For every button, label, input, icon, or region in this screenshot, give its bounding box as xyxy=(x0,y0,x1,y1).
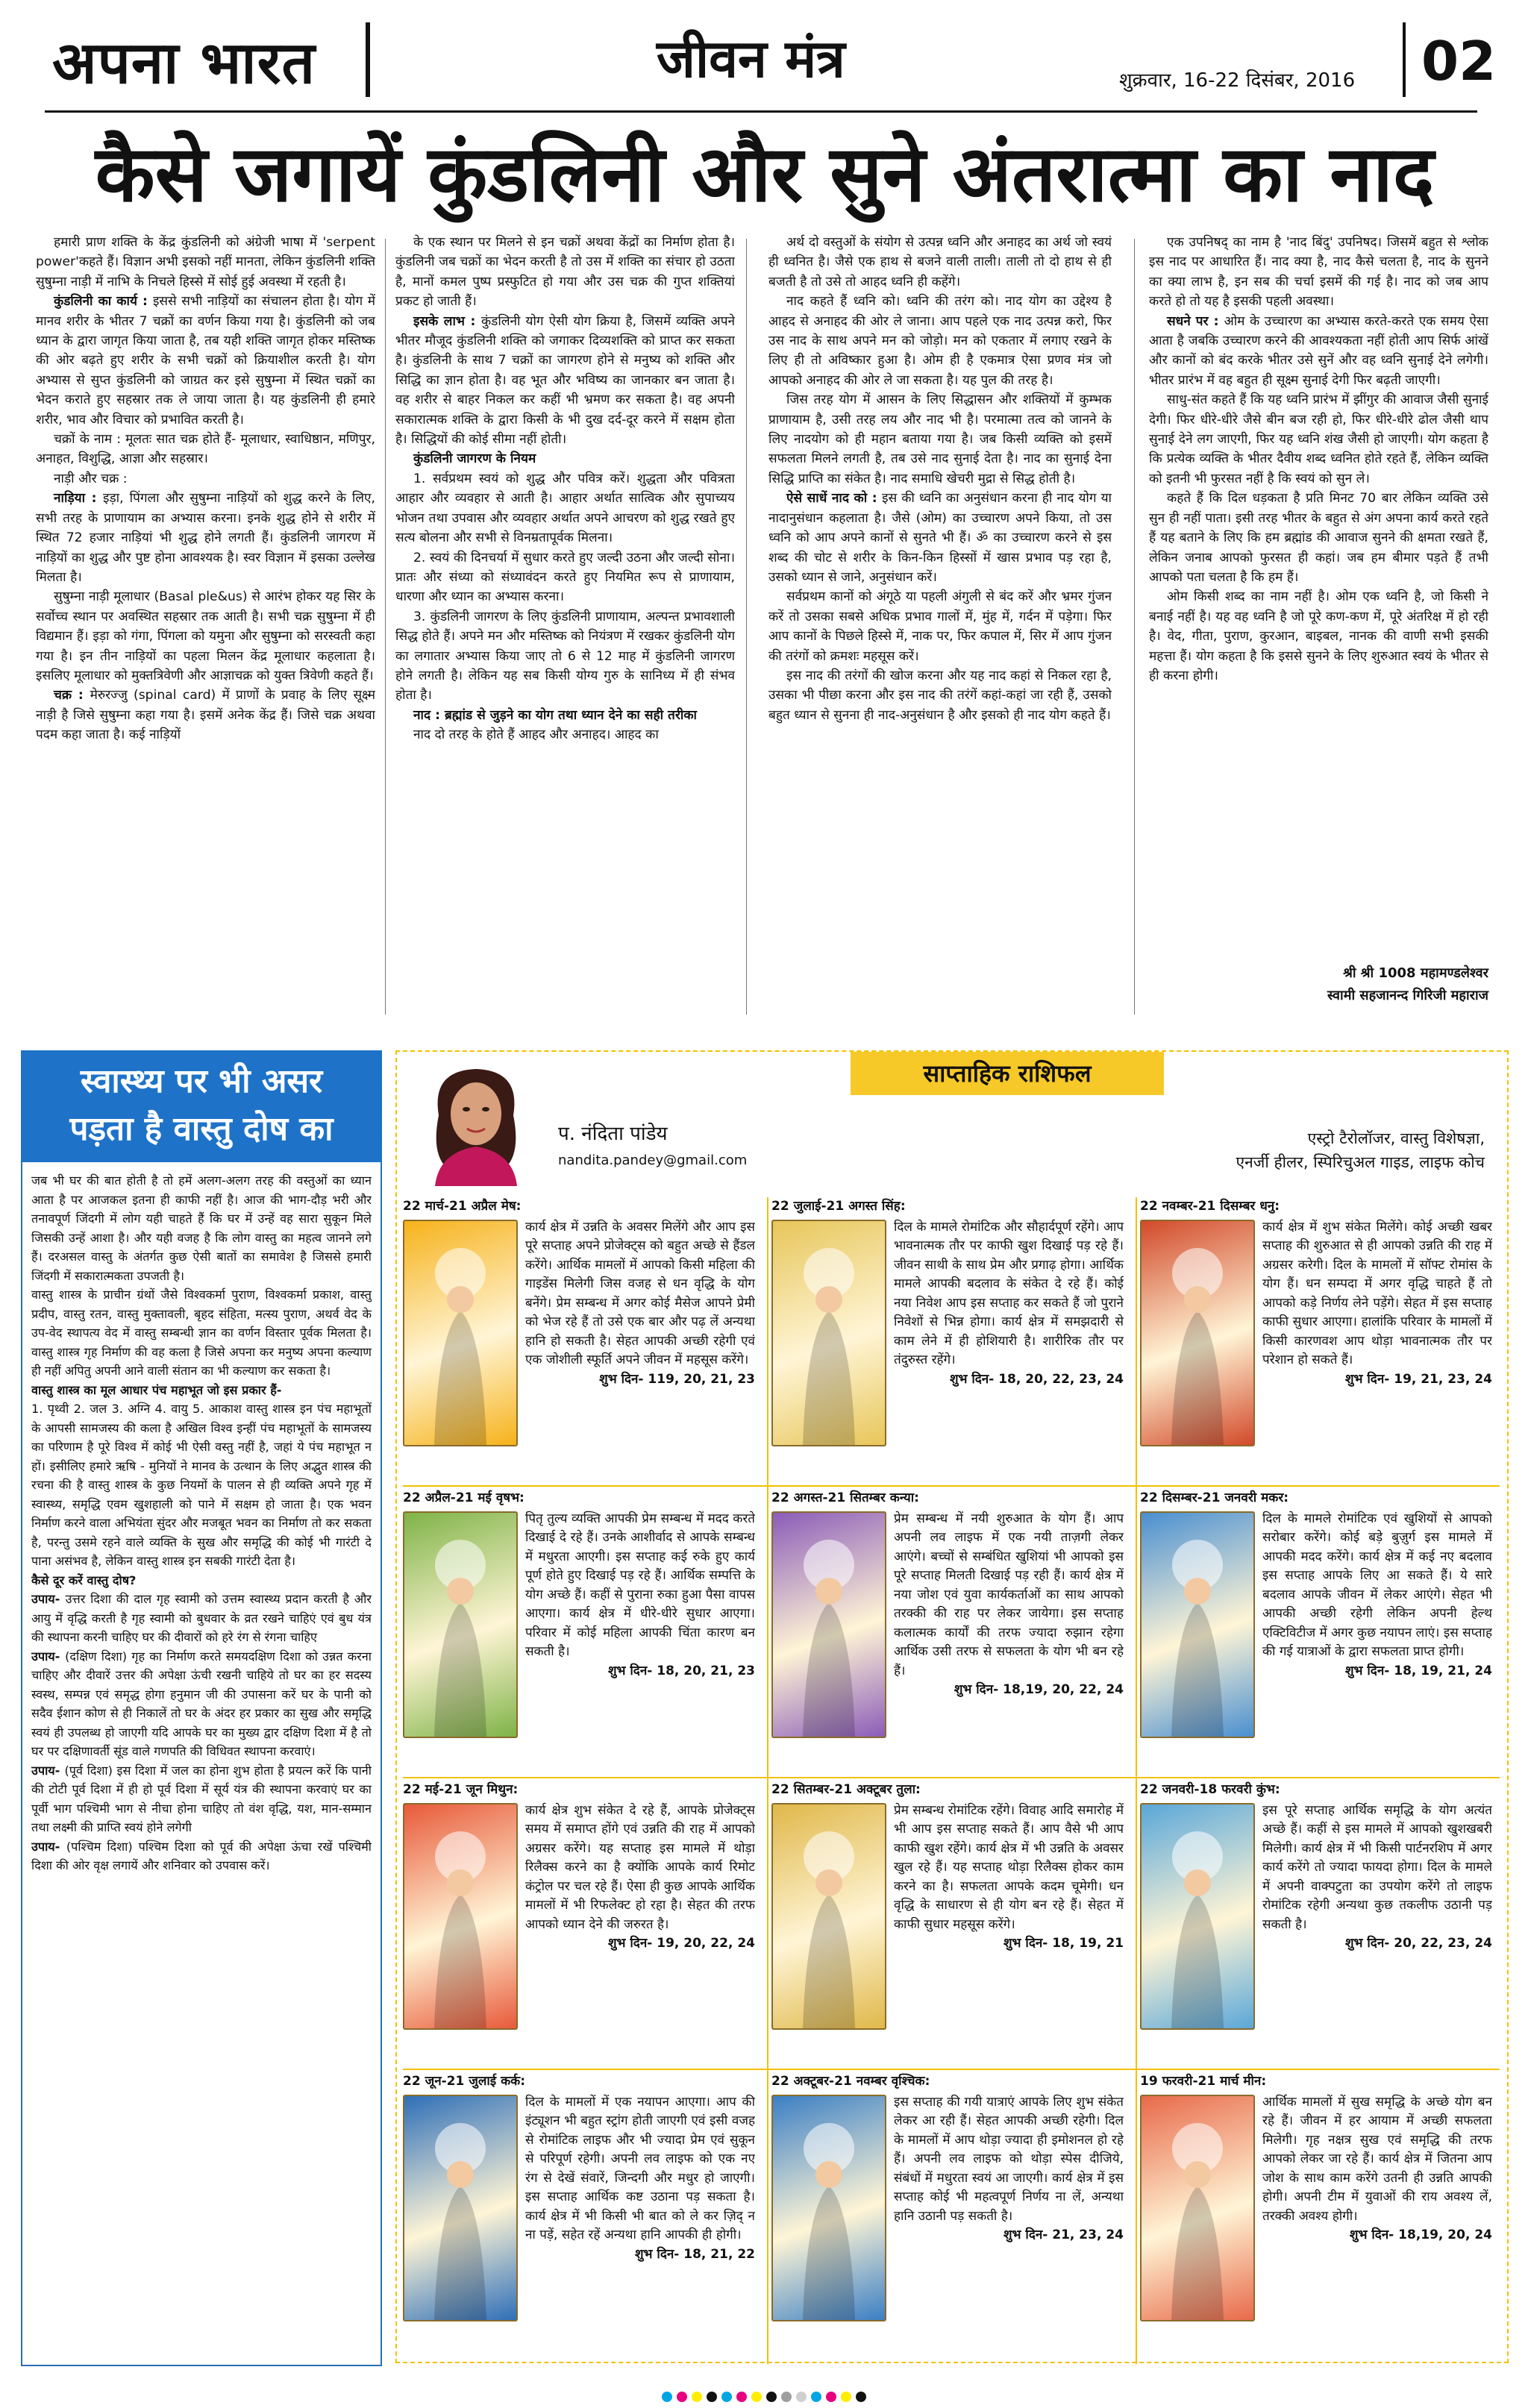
paragraph-heading: उपाय- xyxy=(31,1763,65,1778)
paragraph-text: इड़ा, पिंगला और सुषुम्ना नाड़ियों को शुद्ध करने के लिए, सभी तरह के प्राणायाम का अभ्यास करना। इनके शुद्ध होने से शरीर में स्थित 72 हजार नाड़ियां भी शुद्ध होने लगती हैं। कुंडलिनी जागरण में नाड़ियों का शुद्ध और पुष्ट होना आवश्यक है। स्वर विज्ञान में इसका उल्लेख मिलता है। xyxy=(36,491,375,585)
paragraph-text: इस नाद की तरंगों की खोज करना और यह नाद कहां से निकल रहा है, उसका भी पीछा करना और इस नाद की तरंगें कहां-कहां जा रही हैं, उसको बहुत ध्यान से सुनना ही नाद-अनुसंधान है और इसको ही नाद योग कहते हैं। xyxy=(768,668,1112,723)
auspicious-days: शुभ दिन- 19, 21, 23, 24 xyxy=(1344,1371,1492,1387)
paragraph-text: मेरुरज्जु (spinal card) में प्राणों के प्रवाह के लिए सूक्ष्म नाड़ी है जिसे सुषुम्ना कहा गया है। इसमें अनेक केंद्र हैं। जिसे चक्र अथवा पदम कहा जाता है। कई नाड़ियों xyxy=(36,688,375,743)
paragraph-heading: कुंडलिनी जागरण के नियम xyxy=(413,451,536,467)
article-column-3 xyxy=(768,233,1112,1009)
paragraph xyxy=(31,1761,372,1837)
registration-dot xyxy=(856,2392,866,2402)
paragraph xyxy=(31,1399,372,1571)
column-rule xyxy=(746,239,747,1015)
zodiac-prediction: कार्य क्षेत्र शुभ संकेत दे रहे हैं, आपके प्रोजेक्ट्स समय में समाप्त होंगे एवं उन्नति की राह में आपको अग्रसर करेंगे। यह सप्ताह इस मामले में थोड़ा रिलैक्स करने का है क्योंकि आपके कार्य रिमोट कंट्रोल पर चल रहे हैं। ऐसा ही कुछ आपके आर्थिक मामलों में भी रिफलेक्ट हो रहा है। सेहत की तरफ आपको ध्यान देने की जरुरत है। xyxy=(525,1802,755,1932)
paragraph-text: वास्तु शास्त्र के प्राचीन ग्रंथों जैसे विश्वकर्मा पुराण, विश्वकर्मा प्रकाश, वास्तु प्रदीप, वास्तु रतन, वास्तु मुक्तावली, बृहद संहिता, मत्स्य पुराण, अथर्व वेद के उप-वेद स्थापत्य वेद में वास्तु सम्बन्धी ज्ञान का वर्णन विस्तार पूर्वक मिलता है। वास्तु शास्त्र गृह निर्माण की वह कला है जिसे अपना कर मनुष्य अपना कल्याण ही नहीं अपितु अपनी आने वाली संतान का भी कल्याण कर सकता है। xyxy=(31,1288,372,1378)
astrologer-name: प. नंदिता पांडेय xyxy=(558,1123,668,1145)
zodiac-sign-block xyxy=(1140,2072,1492,2352)
zodiac-date-range: 22 मई-21 जून xyxy=(403,1782,487,1797)
auspicious-days: शुभ दिन- 19, 20, 22, 24 xyxy=(607,1936,755,1951)
zodiac-sign-block xyxy=(1140,1489,1492,1769)
paragraph-text: (पश्चिम दिशा) पश्चिम दिशा को पूर्व की अपेक्षा ऊंचा रखें पश्चिमी दिशा की ओर वृक्ष लगायें और शनिवार को उपवास करें। xyxy=(31,1839,372,1872)
paragraph xyxy=(768,666,1112,725)
paragraph xyxy=(31,1647,372,1761)
paragraph-text: जब भी घर की बात होती है तो हमें अलग-अलग तरह की वस्तुओं का ध्यान आता है पर आजकल इतना ही काफी नहीं है। आज की भाग-दौड़ भरी और तनावपूर्ण जिंदगी में लोग यही चाहते हैं कि घर में उन्हें वह सारा सुकून मिले जिसकी उन्हें आशा है। और यही वजह है कि लोग वास्तु का महत्व जानने लगे हैं। दरअसल वास्तु के अंतर्गत कुछ ऐसी बातों का समावेश है जिससे हमारी जिंदगी में सकारात्मकता उपजती है। xyxy=(31,1173,372,1283)
registration-dot xyxy=(781,2392,792,2402)
paragraph xyxy=(395,469,735,548)
paragraph-heading: चक्र : xyxy=(54,688,90,703)
registration-dot xyxy=(692,2392,702,2402)
zodiac-date-range: 22 नवम्बर-21 दिसम्बर xyxy=(1140,1199,1260,1214)
tarot-card-illustration xyxy=(403,1220,518,1446)
zodiac-date-range: 22 अप्रैल-21 मई xyxy=(403,1490,496,1505)
author-name: स्वामी सहजानन्द गिरिजी महाराज xyxy=(1327,988,1488,1003)
tarot-card-illustration xyxy=(771,2095,886,2321)
zodiac-header xyxy=(1140,1489,1492,1508)
masthead-rule xyxy=(45,110,1477,113)
paragraph-text: ओम के उच्चारण का अभ्यास करते-करते एक समय ऐसा आता है जबकि उच्चारण करने की आवश्यकता नहीं होती आप सिर्फ आंखें और कानों को बंद करके भीतर उसे सुनें और वह ध्वनि सुनाई देने लगेगी। भीतर प्रारंभ में वह बहुत ही सूक्ष्म सुनाई देगी फिर बढ़ती जाएगी। xyxy=(1149,313,1488,388)
paragraph xyxy=(36,233,375,292)
paragraph-text: नाद कहते हैं ध्वनि को। ध्वनि की तरंग को। नाद योग का उद्देश्य है आहद से अनाहद की ओर ले जाना। आप पहले एक नाद उत्पन्न करो, फिर उस नाद के साथ अपने मन को जोड़ो। मन को एकतार में लगाए रखने के लिए ही तो अविष्कार हुआ है। ओम ही है एकमात्र ऐसा प्रणव मंत्र जो आपको अनाहद की ओर ले जा सकता है। यह पुल की तरह है। xyxy=(768,294,1112,388)
tarot-card-illustration xyxy=(771,1803,886,2030)
zodiac-date-range: 22 अक्टूबर-21 नवम्बर xyxy=(771,2074,892,2089)
paragraph xyxy=(31,1571,372,1590)
zodiac-sign-name: तुला: xyxy=(896,1782,921,1797)
grid-divider xyxy=(403,1777,1500,1778)
paragraph-text: कुंडलिनी योग ऐसी योग क्रिया है, जिसमें व्यक्ति अपने भीतर मौजूद कुंडलिनी शक्ति को जगाकर दिव्यशक्ति को प्राप्त कर सकता है। कुंडलिनी के साथ 7 चक्रों का जागरण होने से मनुष्य को शक्ति और सिद्धि का ज्ञान होता है। वह भूत और भविष्य का जानकार बन जाता है। वह शरीर से बाहर निकल कर कहीं भी भ्रमण कर सकता है। वह अपनी सकारात्मक शक्ति के द्वारा किसी के भी दुख दर्द-दूर करने में सक्षम होता है। सिद्धियों की कोई सीमा नहीं होती। xyxy=(395,313,735,448)
paragraph-text: उत्तर दिशा की दाल गृह स्वामी को उत्तम स्वास्थ्य प्रदान करती है और आयु में वृद्धि करती है गृह स्वामी को बुधवार के व्रत रखने चाहिएं एवं बुध यंत्र की स्थापना करनी चाहिए घर की दीवारों को हरे रंग से रंगना चाहिए xyxy=(31,1592,372,1644)
zodiac-sign-name: मिथुन: xyxy=(486,1782,519,1797)
paragraph xyxy=(36,292,375,430)
paragraph xyxy=(395,233,735,312)
zodiac-sign-block xyxy=(771,2072,1124,2352)
paragraph-text: इस की ध्वनि का अनुसंधान करना ही नाद योग या नादानुसंधान कहलाता है। जैसे (ओम) का उच्चारण अपने किया, तो उस ध्वनि को आप अपने कानों से सुनते भी हैं। ॐ का उच्चारण करने से इस शब्द की चोट से शरीर के किन-किन हिस्सों में खास प्रभाव पड़ रहा है, उसको ध्यान से जाने, अनुसंधान करें। xyxy=(768,491,1112,585)
zodiac-date-range: 22 दिसम्बर-21 जनवरी xyxy=(1140,1490,1262,1505)
paragraph xyxy=(31,1590,372,1647)
rashifal-title: साप्ताहिक राशिफल xyxy=(851,1052,1164,1095)
zodiac-date-range: 22 जुलाई-21 अगस्त xyxy=(771,1199,882,1214)
tarot-card-illustration xyxy=(403,1803,518,2030)
paragraph-text: अर्थ दो वस्तुओं के संयोग से उत्पन्न ध्वनि और अनाहद का अर्थ जो स्वयं ही ध्वनित है। जैसे एक हाथ से बजने वाली ताली। ताली तो दो हाथ से ही बजती है तो उसे तो आहद ध्वनि ही कहेंगे। xyxy=(768,235,1112,289)
paragraph xyxy=(768,233,1112,292)
astrologer-photo xyxy=(409,1056,543,1186)
zodiac-date-range: 22 जनवरी-18 फरवरी xyxy=(1140,1782,1256,1797)
paragraph xyxy=(1149,489,1488,587)
zodiac-sign-block xyxy=(771,1197,1124,1477)
zodiac-sign-name: वृश्चिक: xyxy=(891,2074,930,2089)
astrologer-credentials xyxy=(933,1126,1485,1174)
paragraph xyxy=(36,489,375,587)
registration-dot xyxy=(811,2392,821,2402)
paragraph xyxy=(395,449,735,468)
tarot-card-illustration xyxy=(771,1220,886,1446)
vastu-title-line1: स्वास्थ्य पर भी असर xyxy=(80,1062,323,1100)
tarot-card-illustration xyxy=(1140,2095,1255,2321)
paragraph-heading: वास्तु शास्त्र का मूल आधार पंच महाभूत जो इस प्रकार हैं- xyxy=(31,1382,282,1397)
author-title: श्री श्री 1008 महामण्डलेश्वर xyxy=(1343,965,1488,981)
zodiac-prediction: प्रेम सम्बन्ध में नयी शुरुआत के योग हैं। आप अपनी लव लाइफ में एक नयी ताज़गी लेकर आएंगे। बच्चों से सम्बंधित खुशियां भी आपको इस पूरे सप्ताह मिलती दिखाई पड़ रही हैं। कार्य क्षेत्र में नया जोश एवं युवा कार्यकर्ताओं का साथ आपको तरक्की की राह पर लेकर जायेगा। इस सप्ताह कलात्मक कार्यों की तरफ ज्यादा रुझान रहेगा आर्थिक उसी तरफ से सफलता के योग भी बन रहे हैं। xyxy=(894,1511,1124,1678)
issue-date: शुक्रवार, 16-22 दिसंबर, 2016 xyxy=(1119,69,1356,92)
paragraph-heading: उपाय- xyxy=(31,1649,66,1664)
paragraph xyxy=(31,1285,372,1381)
auspicious-days: शुभ दिन- 18, 20, 22, 23, 24 xyxy=(949,1371,1124,1387)
paragraph-heading: नाद : ब्रह्मांड से जुड़ने का योग तथा ध्यान देने का सही तरीका xyxy=(413,707,697,723)
grid-divider xyxy=(1136,1197,1137,2364)
paragraph xyxy=(395,706,735,725)
auspicious-days: शुभ दिन- 18, 19, 21 xyxy=(1003,1936,1124,1951)
zodiac-date-range: 19 फरवरी-21 मार्च xyxy=(1140,2074,1244,2089)
paragraph-text: नाड़ी और चक्र : xyxy=(54,471,128,486)
paragraph xyxy=(31,1171,372,1285)
credentials-line2: एनर्जी हीलर, स्पिरिचुअल गाइड, लाइफ कोच xyxy=(1236,1153,1485,1171)
page-number-divider xyxy=(1403,22,1406,97)
paragraph-heading: ऐसे साधें नाद को : xyxy=(786,491,883,507)
paragraph-text: 1. सर्वप्रथम स्वयं को शुद्ध और पवित्र करें। शुद्धता और पवित्रता आहार और व्यवहार से आती है। आहार अर्थात सात्विक और सुपाच्यय भोजन तथा उपवास और व्यवहार अर्थात अपने आचरण को शुद्ध रखते हुए सत्य बोलना और सभी से विनम्रतापूर्वक मिलना। xyxy=(395,471,735,546)
zodiac-prediction: दिल के मामले रोमांटिक और सौहार्दपूर्ण रहेंगे। आप भावनात्मक तौर पर काफी खुश दिखाई पड़ रहे हैं। जीवन साथी के साथ प्रेम और प्रगाढ़ होगा। आर्थिक मामले आपकी बदलाव के संकेत दे रहे हैं। कोई नया निवेश आप इस सप्ताह कर सकते हैं जो पुराने निवेशों से भिन्न होगा। कार्य क्षेत्र में समझदारी से काम लेने में ही होशियारी है। शारीरिक तौर पर तंदुरुस्त रहेंगे। xyxy=(894,1219,1124,1367)
paragraph-heading: कैसे दूर करें वास्तु दोष? xyxy=(31,1573,137,1587)
registration-dot xyxy=(707,2392,717,2402)
zodiac-sign-block xyxy=(1140,1197,1492,1477)
zodiac-date-range: 22 जून-21 जुलाई xyxy=(403,2074,501,2089)
zodiac-header xyxy=(1140,2072,1492,2092)
paragraph xyxy=(395,548,735,607)
zodiac-sign-name: मीन: xyxy=(1243,2074,1267,2089)
zodiac-sign-name: कर्क: xyxy=(501,2074,525,2089)
zodiac-prediction: इस पूरे सप्ताह आर्थिक समृद्धि के योग अत्यंत अच्छे हैं। कहीं से इस मामले में आपको खुशखबरी मिलेगी। कार्य क्षेत्र में भी किसी पार्टनरशिप में अगर कार्य करेंगे तो ज्यादा फायदा होगा। दिल के मामले में अपनी वाक्पटुता का उपयोग करेंगे तो लाइफ रोमांटिक रहेगी अन्यथा कुछ तकलीफ उठानी पड़ सकती है। xyxy=(1262,1802,1492,1932)
paragraph-text: इससे सभी नाड़ियों का संचालन होता है। योग में मानव शरीर के भीतर 7 चक्रों का वर्णन किया गया है। कुंडलिनी को जब ध्यान के द्वारा जागृत किया जाता है, तब यही शक्ति जागृत होकर मस्तिष्क की ओर बढ़ते हुए शरीर के सभी चक्रों को क्रियाशील करती है। योग अभ्यास से सुप्त कुंडलिनी को जाग्रत कर इसे सुषुम्ना में स्थित चक्रों का भेदन कराते हुए सहस्रार तक ले जाया जाता है। यह कुंडलिनी ही हमारे शरीर, भाव और विचार को प्रभावित करती है। xyxy=(36,294,375,427)
article-column-2 xyxy=(395,233,735,1009)
print-color-marks xyxy=(0,2391,1528,2406)
newspaper-logo: अपना भारत xyxy=(52,29,316,97)
zodiac-header xyxy=(1140,1197,1492,1217)
paragraph-text: 2. स्वयं की दिनचर्या में सुधार करते हुए जल्दी उठना और जल्दी सोना। प्रातः और संध्या को संध्यावंदन करते हुए नियमित रूप से प्राणायाम, धारणा और ध्यान का अभ्यास करना। xyxy=(395,550,735,605)
tarot-card-illustration xyxy=(771,1511,886,1738)
registration-dot xyxy=(766,2392,777,2402)
paragraph xyxy=(768,587,1112,666)
column-rule xyxy=(1134,239,1135,1015)
paragraph-text: साधु-संत कहते हैं कि यह ध्वनि प्रारंभ में झींगुर की आवाज जैसी सुनाई देगी। फिर धीरे-धीरे जैसे बीन बज रही हो, फिर धीरे-धीरे ढोल जैसी थाप सुनाई देने लग जाएगी, फिर यह ध्वनि शंख जैसी हो जाएगी। योग कहता है कि प्रत्येक व्यक्ति के भीतर दैवीय शब्द ध्वनित होते रहते हैं, लेकिन व्यक्ति को इतनी भी फुरसत नहीं है कि स्वयं को सुन ले। xyxy=(1149,392,1488,486)
paragraph xyxy=(31,1837,372,1875)
grid-divider xyxy=(403,1485,1500,1487)
astrologer-email[interactable]: nandita.pandey@gmail.com xyxy=(558,1153,748,1168)
registration-dot xyxy=(662,2392,672,2402)
paragraph xyxy=(1149,233,1488,312)
zodiac-header xyxy=(403,2072,755,2092)
zodiac-prediction: पितृ तुल्य व्यक्ति आपकी प्रेम सम्बन्ध में मदद करते दिखाई दे रहे हैं। उनके आशीर्वाद से आपके सम्बन्ध में मधुरता आएगी। इस सप्ताह कई रुके हुए कार्य पूर्ण होते हुए दिखाई पड़ रहे हैं। आर्थिक सम्पत्ति के योग अच्छे हैं। कहीं से पुराना रुका हुआ पैसा वापस आएगा। कार्य क्षेत्र में धीरे-धीरे सुधार आएगा। परिवार में कोई महिला आपकी चिंता कारण बन सकती है। xyxy=(525,1511,755,1659)
zodiac-sign-name: धनु: xyxy=(1259,1199,1280,1214)
zodiac-header xyxy=(771,1781,1124,1800)
zodiac-sign-block xyxy=(403,1197,755,1477)
paragraph xyxy=(1149,312,1488,391)
auspicious-days: शुभ दिन- 18,19, 20, 22, 24 xyxy=(954,1682,1124,1697)
vastu-body xyxy=(31,1171,372,2357)
paragraph xyxy=(1149,390,1488,489)
paragraph-text: सुषुम्ना नाड़ी मूलाधार (Basal ple&us) से आरंभ होकर यह सिर के सर्वोच्च स्थान पर अवस्थित सहस्रार तक आती है। सभी चक्र सुषुम्ना में ही विद्यमान हैं। इड़ा को गंगा, पिंगला को यमुना और सुषुम्ना को सरस्वती कहा गया है। इन तीन नाड़ियों का पहला मिलन केंद्र मूलाधार कहलाता है। इसलिए मूलाधार को मुक्तत्रिवेणी और आज्ञाचक्र को युक्त त्रिवेणी कहते हैं। xyxy=(36,589,375,683)
zodiac-prediction: आर्थिक मामलों में सुख समृद्धि के अच्छे योग बन रहे हैं। जीवन में हर आयाम में अच्छी सफलता मिलेगी। गृह नक्षत्र सुख एवं समृद्धि की तरफ आपको लेकर जा रहे हैं। कार्य क्षेत्र में जितना आप जोश के साथ काम करेंगे उतनी ही उन्नति आपकी होगी। अपनी टीम में युवाओं की राय अवश्य लें, तरक्की अवश्य होगी। xyxy=(1262,2094,1492,2224)
zodiac-sign-name: कन्या: xyxy=(889,1490,919,1505)
paragraph-text: (पूर्व दिशा) इस दिशा में जल का होना शुभ होता है प्रयत्न करें कि पानी की टोटी पूर्व दिशा में ही हो पूर्व दिशा में सूर्य यंत्र की स्थापना करवाएं घर का पूर्वी भाग पश्चिमी भाग से नीचा होना चाहिए तो वंश वृद्धि, यश, मान-सम्मान तथा लक्ष्मी की प्राप्ति स्वयं होने लगेगी xyxy=(31,1763,372,1834)
paragraph xyxy=(1149,587,1488,686)
zodiac-header xyxy=(403,1489,755,1508)
auspicious-days: शुभ दिन- 20, 22, 23, 24 xyxy=(1344,1936,1492,1951)
vastu-title-line2: पड़ता है वास्तु दोष का xyxy=(69,1110,334,1148)
paragraph-heading: नाड़िया : xyxy=(54,491,104,507)
grid-divider xyxy=(767,1197,768,2364)
zodiac-prediction: प्रेम सम्बन्ध रोमांटिक रहेंगे। विवाह आदि समारोह में भी आप इस सप्ताह सकते हैं। आप वैसे भी आप काफी खुश रहेंगे। कार्य क्षेत्र में भी उन्नति के अवसर खुल रहे हैं। यह सप्ताह थोड़ा रिलैक्स होकर काम करने का है। सफलता आपके कदम चूमेगी। धन वृद्धि के साधारण से ही योग बन रहे हैं। सेहत में काफी सुधार महसूस करेंगे। xyxy=(894,1802,1124,1932)
registration-dot xyxy=(736,2392,747,2402)
zodiac-sign-block xyxy=(1140,1781,1492,2060)
zodiac-sign-block xyxy=(403,1781,755,2060)
auspicious-days: शुभ दिन- 21, 23, 24 xyxy=(1003,2227,1124,2242)
article-column-1 xyxy=(36,233,375,1009)
zodiac-header xyxy=(771,1197,1124,1217)
registration-dot xyxy=(677,2392,687,2402)
paragraph xyxy=(395,725,735,744)
auspicious-days: शुभ दिन- 18, 19, 21, 24 xyxy=(1344,1663,1492,1678)
paragraph xyxy=(768,390,1112,489)
registration-dot xyxy=(721,2392,732,2402)
auspicious-days: शुभ दिन- 18, 20, 21, 23 xyxy=(607,1663,755,1678)
section-title: जीवन मंत्र xyxy=(657,28,845,90)
zodiac-header xyxy=(1140,1781,1492,1800)
paragraph-text: एक उपनिषद् का नाम है 'नाद बिंदु' उपनिषद। जिसमें बहुत से श्लोक इस नाद पर आधारित हैं। नाद क्या है, नाद कैसे चलता है, नाद के सुनने का क्या लाभ है, इन सब की चर्चा इसमें की गई है। नाद को जब आप करते हो तो यह है इसकी पहली अवस्था। xyxy=(1149,235,1488,310)
paragraph xyxy=(36,587,375,686)
zodiac-sign-name: वृषभ: xyxy=(495,1490,525,1505)
paragraph xyxy=(395,312,735,450)
page-number: 02 xyxy=(1421,30,1497,93)
zodiac-sign-name: मेष: xyxy=(501,1199,522,1214)
paragraph xyxy=(768,292,1112,390)
zodiac-sign-name: मकर: xyxy=(1261,1490,1289,1505)
registration-dot xyxy=(796,2392,807,2402)
zodiac-sign-block xyxy=(771,1781,1124,2060)
article-column-4 xyxy=(1149,233,1488,956)
zodiac-sign-block xyxy=(403,1489,755,1769)
zodiac-prediction: इस सप्ताह की गयी यात्राएं आपके लिए शुभ संकेत लेकर आ रही हैं। सेहत आपकी अच्छी रहेगी। दिल के मामलों में आप थोड़ा ज्यादा ही इमोशनल हो रहे हैं। अपनी लव लाइफ को थोड़ा स्पेस दीजिये, संबंधों में मधुरता स्वयं आ जाएगी। कार्य क्षेत्र में इस सप्ताह कोई भी महत्वपूर्ण निर्णय ना लें, अन्यथा हानि उठानी पड़ सकती है। xyxy=(894,2094,1124,2224)
paragraph-text: 1. पृथ्वी 2. जल 3. अग्नि 4. वायु 5. आकाश वास्तु शास्त्र इन पंच महाभूतों के आपसी सामजस्य की कला है अखिल विश्व इन्हीं पंच महाभूतों के सामजस्य का परिणाम है पूरे विश्व में कोई भी ऐसी वस्तु नहीं है, जहां ये पंच महाभूत न हों। इसीलिए हमारे ऋषि - मुनियों ने मानव के उत्थान के लिए अद्भुत शास्त्र की रचना की है वास्तु शास्त्र के कुछ नियमों के पालन से ही व्यक्ति अपने गृह में स्वास्थ्य, समृद्धि एवम खुशहाली को पाने में सक्षम हो जाता है। एक भवन निर्माण करने वाला अभियंता सुंदर और मजबूत भवन का निर्माण तो कर सकता है, परन्तु उसमे रहने वाले व्यक्ति के सुख और समृद्धि की कोई भी गारंटी दे पाना असंभव है, लेकिन वास्तु शास्त्र इन सबकी गारंटी देता है। xyxy=(31,1402,372,1568)
zodiac-header xyxy=(403,1781,755,1800)
zodiac-date-range: 22 अगस्त-21 सितम्बर xyxy=(771,1490,890,1505)
paragraph-text: ओम किसी शब्द का नाम नहीं है। ओम एक ध्वनि है, जो किसी ने बनाई नहीं है। यह वह ध्वनि है जो पूरे कण-कण में, पूरे अंतरिक्ष में हो रही है। वेद, गीता, पुराण, कुरआन, बाइबल, नानक की वाणी सभी इसकी महत्ता हैं। योग कहता है कि इससे सुनने के लिए शुरुआत स्वयं के भीतर से ही करना होगी। xyxy=(1149,589,1488,683)
tarot-card-illustration xyxy=(1140,1803,1255,2030)
paragraph-heading: इसके लाभ : xyxy=(413,313,481,329)
column-rule xyxy=(385,239,386,1015)
registration-dot xyxy=(751,2392,762,2402)
paragraph xyxy=(395,607,735,706)
paragraph-text: नाद दो तरह के होते हैं आहद और अनाहद। आहद का xyxy=(413,727,659,743)
tarot-card-illustration xyxy=(1140,1511,1255,1738)
zodiac-sign-name: सिंह: xyxy=(881,1199,906,1214)
paragraph xyxy=(36,430,375,469)
zodiac-prediction: कार्य क्षेत्र में शुभ संकेत मिलेंगे। कोई अच्छी खबर सप्ताह की शुरुआत से ही आपको उन्नति की राह में अग्रसर करेगी। दिल के मामलों में सॉफ्ट रोमांस के योग हैं। धन सम्पदा में अगर वृद्धि चाहते हैं तो आपको कड़े निर्णय लेने पड़ेंगे। सेहत में इस सप्ताह काफी सुधार आएगा। हालांकि परिवार के मामलों में किसी कारणवश आप थोड़ा भावनात्मक तौर पर परेशान हो सकते हैं। xyxy=(1262,1219,1492,1367)
zodiac-prediction: कार्य क्षेत्र में उन्नति के अवसर मिलेंगे और आप इस पूरे सप्ताह अपने प्रोजेक्ट्स को बहुत अच्छे से हैंडल करेंगे। आर्थिक मामलों में आपको किसी महिला की गाइडेंस मिलेगी जिस वजह से धन वृद्धि के योग बनेंगे। प्रेम सम्बन्ध में अगर कोई मैसेज आपने प्रेमी को भेज रहे हैं तो उसे एक बार और पढ़ लें अन्यथा हानि हो सकती है। सेहत आपकी अच्छी रहेगी एवं एक जोशीली स्फूर्ति अपने जीवन में महसूस करेंगे। xyxy=(525,1219,755,1367)
paragraph-text: सर्वप्रथम कानों को अंगूठे या पहली अंगुली से बंद करें और भ्रमर गुंजन करें तो उसका सबसे अधिक प्रभाव गालों में, मुंह में, गर्दन में पड़ेगा। फिर आप कानों के पिछले हिस्से में, नाक पर, फिर कपाल में, सिर में आप गुंजन की तरंगों को क्रमशः महसूस करें। xyxy=(768,589,1112,664)
paragraph xyxy=(36,686,375,744)
registration-dot xyxy=(826,2392,836,2402)
tarot-card-illustration xyxy=(403,2095,518,2321)
paragraph xyxy=(31,1381,372,1400)
credentials-line1: एस्ट्रो टैरोलॉजर, वास्तु विशेषज्ञा, xyxy=(1307,1129,1485,1147)
page-headline: कैसे जगायें कुंडलिनी और सुने अंतरात्मा का नाद xyxy=(95,128,1435,219)
paragraph-text: जिस तरह योग में आसन के लिए सिद्धासन और शक्तियों में कुम्भक प्राणायाम है, उसी तरह लय और नाद भी है। परमात्मा तत्व को जानने के लिए नादयोग को ही महान बताया गया है। जब किसी व्यक्ति को इसमें सफलता मिलने लगती है, तब उसे नाद सुनाई देता है। नाद का सुनाई देना सिद्धि प्राप्ति का संकेत है। नाद समाधि खेचरी मुद्रा से सिद्ध होती है। xyxy=(768,392,1112,486)
paragraph xyxy=(768,489,1112,587)
zodiac-prediction: दिल के मामलों में एक नयापन आएगा। आप की इंट्यूशन भी बहुत स्ट्रांग होती जाएगी एवं इसी वजह से रोमांटिक लाइफ और भी ज्यादा प्रेम एवं सुकून से परिपूर्ण रहेगी। अपनी लव लाइफ को एक नए रंग से देखें संवारें, जिन्दगी और मधुर हो जाएगी। इस सप्ताह आर्थिक कष्ट उठाना पड़ सकता है। कार्य क्षेत्र में भी किसी भी बात को ले कर ज़िद् न ना पड़ें, सहेत रहें अन्यथा हानि आपकी ही होगी। xyxy=(525,2094,755,2242)
zodiac-sign-block xyxy=(403,2072,755,2352)
paragraph-text: (दक्षिण दिशा) गृह का निर्माण करते समयदक्षिण दिशा को उन्नत करना चाहिए और दीवारें उत्तर की अपेक्षा ऊंची रखनी चाहिये तो घर का हर सदस्य स्वस्थ, सम्पन्न एवं समृद्ध होगा हनुमान जी की उपासना करें घर के पानी को सदैव ईशान कोण से ही निकालें तो घर के अंदर हर प्रकार का सुख और समृद्धि स्वयं ही उपलब्ध हो जाएगी यदि आपके घर का मुख्य द्वार दक्षिण दिशा में है तो घर पर दक्षिणावर्ती सूंड वाले गणपति की विधिवत स्थापना करवाएं। xyxy=(31,1649,372,1758)
paragraph xyxy=(36,469,375,489)
zodiac-header xyxy=(403,1197,755,1217)
grid-divider xyxy=(403,2069,1500,2070)
zodiac-header xyxy=(771,1489,1124,1508)
paragraph-heading: सधने पर : xyxy=(1167,313,1224,329)
zodiac-sign-name: कुंभ: xyxy=(1256,1782,1280,1797)
paragraph-text: 3. कुंडलिनी जागरण के लिए कुंडलिनी प्राणायाम, अल्पन्त प्रभावशाली सिद्ध होते हैं। अपने मन और मस्तिष्क को नियंत्रण में रखकर कुंडलिनी योग का लगातार अभ्यास किया जाए तो 6 से 12 माह में कुंडलिनी जागरण होने लगती है। लेकिन यह सब किसी योग्य गुरु के सानिध्य में ही संभव होता है। xyxy=(395,609,735,703)
paragraph-text: के एक स्थान पर मिलने से इन चक्रों अथवा केंद्रों का निर्माण होता है। कुंडलिनी जब चक्रों का भेदन करती है तो उस में शक्ति का संचार हो उठता है, मानों कमल पुष्प प्रस्फुटित हो गया और उस चक्र की गुप्त शक्तियां प्रकट हो जाती हैं। xyxy=(395,235,735,310)
tarot-card-illustration xyxy=(403,1511,518,1738)
auspicious-days: शुभ दिन- 18,19, 20, 24 xyxy=(1349,2227,1492,2242)
zodiac-date-range: 22 मार्च-21 अप्रैल xyxy=(403,1199,501,1214)
author-signature xyxy=(1149,962,1488,1007)
paragraph-text: हमारी प्राण शक्ति के केंद्र कुंडलिनी को अंग्रेजी भाषा में 'serpent power'कहते हैं। विज्ञान अभी इसको नहीं मानता, लेकिन कुंडलिनी शक्ति सुषुम्ना नाड़ी में नाभि के निचले हिस्से में सोई हुई अवस्था में रहती है। xyxy=(36,235,375,289)
paragraph-heading: कुंडलिनी का कार्य : xyxy=(54,294,153,310)
masthead-divider xyxy=(366,22,370,97)
tarot-card-illustration xyxy=(1140,1220,1255,1446)
auspicious-days: शुभ दिन- 119, 20, 21, 23 xyxy=(599,1371,755,1387)
zodiac-date-range: 22 सितम्बर-21 अक्टूबर xyxy=(771,1782,897,1797)
vastu-headline xyxy=(21,1050,382,1162)
paragraph-heading: उपाय- xyxy=(31,1839,66,1854)
paragraph-heading: उपाय- xyxy=(31,1592,66,1606)
paragraph-text: कहते हैं कि दिल धड़कता है प्रति मिनट 70 बार लेकिन व्यक्ति उसे सुन ही नहीं पाता। इसी तरह भीतर के बहुत से अंग अपना कार्य करते रहते हैं यह बताने के लिए कि हम ब्रह्मांड की आवाज सुनने की क्षमता रखते हैं, लेकिन जनाब आपको फुरसत ही कहां। जब हम बीमार पड़ते हैं तभी आपको पता चलता है कि हम हैं। xyxy=(1149,491,1488,585)
zodiac-prediction: दिल के मामले रोमांटिक एवं खुशियों से आपको सरोबार करेंगे। कोई बड़े बुज़ुर्ग इस मामले में आपकी मदद करेंगे। कार्य क्षेत्र में कई नए बदलाव इस सप्ताह आपके लिए आ सकते हैं। ये सारे बदलाव आपके जीवन में लेकर आएंगे। सेहत भी आपकी अच्छी रहेगी लेकिन अपनी हेल्थ एक्टिविटीज में अगर कुछ नयापन लाएं। इस सप्ताह की गई यात्राओं के द्वारा सफलता प्राप्त होगी। xyxy=(1262,1511,1492,1659)
zodiac-sign-block xyxy=(771,1489,1124,1769)
registration-dot xyxy=(841,2392,851,2402)
zodiac-header xyxy=(771,2072,1124,2092)
paragraph-text: चक्रों के नाम : मूलतः सात चक्र होते हैं- मूलाधार, स्वाधिष्ठान, मणिपुर, अनाहत, विशुद्धि, आज्ञा और सहस्रार। xyxy=(36,432,375,467)
auspicious-days: शुभ दिन- 18, 21, 22 xyxy=(635,2246,755,2262)
